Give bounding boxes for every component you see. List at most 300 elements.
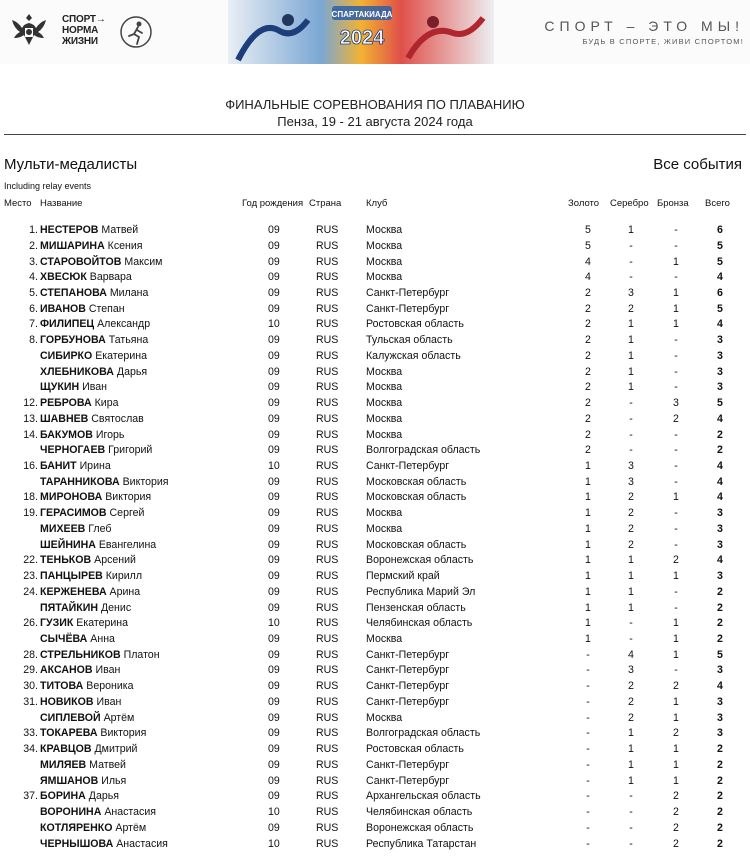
- athlete-name-cell: [40, 413, 144, 425]
- athlete-name-cell: [40, 554, 136, 566]
- athlete-name-cell: [40, 759, 126, 771]
- rank-cell: 8.: [29, 334, 38, 347]
- athlete-first-name: Денис: [100, 601, 132, 614]
- slogan-main: СПОРТ – ЭТО МЫ!: [544, 18, 744, 34]
- athlete-surname: ЩУКИН: [40, 381, 80, 394]
- gold-cell: 1: [585, 475, 591, 488]
- country-cell: RUS: [316, 680, 339, 693]
- athlete-name-cell: [40, 806, 156, 818]
- section-filter: Все события: [653, 156, 742, 173]
- gold-cell: 1: [585, 522, 591, 535]
- silver-cell: 1: [628, 585, 634, 598]
- table-row: [0, 712, 750, 728]
- athlete-first-name: Иван: [96, 695, 122, 708]
- silver-cell: -: [629, 255, 633, 268]
- country-cell: RUS: [316, 286, 339, 299]
- table-row: [0, 256, 750, 272]
- athlete-name-cell: [40, 303, 125, 315]
- athlete-name-cell: [40, 586, 140, 598]
- country-cell: RUS: [316, 664, 339, 677]
- athlete-surname: НОВИКОВ: [40, 695, 94, 708]
- bronze-cell: -: [674, 365, 678, 378]
- athlete-name-cell: [40, 271, 132, 283]
- table-row: [0, 790, 750, 806]
- gold-cell: 1: [585, 633, 591, 645]
- club-cell: Санкт-Петербург: [366, 695, 450, 708]
- athlete-first-name: Виктория: [122, 475, 169, 488]
- club-cell: Москва: [366, 397, 403, 409]
- gold-cell: 2: [585, 349, 591, 362]
- athlete-name-cell: [40, 334, 148, 346]
- bronze-cell: 2: [673, 837, 679, 850]
- rank-cell: 14.: [23, 428, 38, 441]
- athlete-first-name: Кира: [94, 397, 119, 409]
- bronze-cell: 2: [673, 412, 679, 425]
- club-cell: Санкт-Петербург: [366, 680, 450, 693]
- athlete-surname: ХВЕСЮК: [40, 271, 87, 284]
- athlete-first-name: Арина: [109, 585, 141, 598]
- club-cell: Ростовская область: [366, 743, 464, 756]
- birth-year-cell: 09: [268, 570, 280, 583]
- total-cell: 5: [717, 302, 723, 315]
- birth-year-cell: 09: [268, 790, 280, 803]
- column-header-year: Год рождения: [242, 198, 304, 209]
- column-header-bronze: Бронза: [657, 198, 689, 209]
- country-cell: RUS: [316, 334, 339, 347]
- birth-year-cell: 09: [268, 412, 280, 425]
- silver-cell: 1: [628, 570, 634, 583]
- athlete-surname: ЯМШАНОВ: [40, 774, 99, 787]
- birth-year-cell: 09: [268, 585, 280, 598]
- club-cell: Волгоградская область: [366, 444, 481, 457]
- russia-emblem-icon: [8, 10, 50, 50]
- athlete-first-name: Глеб: [88, 522, 112, 535]
- birth-year-cell: 09: [268, 554, 280, 567]
- gold-cell: -: [586, 743, 590, 756]
- bronze-cell: 1: [673, 648, 679, 661]
- athlete-first-name: Ирина: [79, 460, 111, 472]
- country-cell: RUS: [316, 397, 339, 409]
- total-cell: 2: [717, 837, 723, 850]
- birth-year-cell: 09: [268, 428, 280, 441]
- table-row: [0, 696, 750, 712]
- total-cell: 6: [717, 286, 723, 299]
- athlete-name-cell: [40, 397, 119, 409]
- birth-year-cell: 09: [268, 633, 280, 645]
- gold-cell: -: [586, 806, 590, 818]
- silver-cell: 3: [628, 664, 634, 677]
- club-cell: Москва: [366, 224, 403, 236]
- bronze-cell: 2: [673, 727, 679, 740]
- rank-cell: 12.: [23, 397, 38, 409]
- club-cell: Московская область: [366, 491, 467, 504]
- table-row: [0, 240, 750, 256]
- athlete-name-cell: [40, 491, 151, 503]
- table-row: [0, 287, 750, 303]
- country-cell: RUS: [316, 617, 339, 630]
- table-row: [0, 680, 750, 696]
- total-cell: 4: [717, 680, 723, 693]
- total-cell: 4: [717, 412, 723, 425]
- birth-year-cell: 09: [268, 381, 280, 394]
- silver-cell: -: [629, 412, 633, 425]
- athlete-first-name: Иван: [95, 664, 121, 677]
- athlete-name-cell: [40, 256, 162, 268]
- bronze-cell: -: [674, 601, 678, 614]
- athlete-first-name: Виктория: [100, 727, 147, 740]
- athlete-surname: ШЕЙНИНА: [40, 538, 96, 551]
- gold-cell: 1: [585, 538, 591, 551]
- rank-cell: 2.: [29, 239, 38, 252]
- bronze-cell: 1: [673, 617, 679, 630]
- birth-year-cell: 09: [268, 727, 280, 740]
- athlete-surname: ФИЛИПЕЦ: [40, 318, 95, 331]
- birth-year-cell: 09: [268, 648, 280, 661]
- bronze-cell: -: [674, 381, 678, 394]
- country-cell: RUS: [316, 538, 339, 551]
- rank-cell: 37.: [23, 790, 38, 803]
- silver-cell: 4: [628, 648, 634, 661]
- total-cell: 4: [717, 460, 723, 472]
- total-cell: 3: [717, 349, 723, 362]
- total-cell: 4: [717, 491, 723, 504]
- total-cell: 6: [717, 224, 723, 236]
- table-row: [0, 476, 750, 492]
- column-header-silver: Серебро: [610, 198, 649, 209]
- silver-cell: 3: [628, 460, 634, 472]
- athlete-surname: ЧЕРНЫШОВА: [40, 837, 114, 850]
- table-row: [0, 224, 750, 240]
- birth-year-cell: 09: [268, 680, 280, 693]
- table-row: [0, 822, 750, 838]
- gold-cell: 1: [585, 507, 591, 520]
- silver-cell: 1: [628, 774, 634, 787]
- total-cell: 3: [717, 381, 723, 394]
- silver-cell: -: [629, 821, 633, 834]
- total-cell: 3: [717, 522, 723, 535]
- silver-cell: -: [629, 444, 633, 457]
- rank-cell: 5.: [29, 286, 38, 299]
- total-cell: 2: [717, 585, 723, 598]
- athlete-first-name: Татьяна: [108, 334, 149, 347]
- birth-year-cell: 09: [268, 507, 280, 520]
- rank-cell: 31.: [23, 695, 38, 708]
- athlete-first-name: Илья: [101, 774, 127, 787]
- country-cell: RUS: [316, 460, 339, 472]
- athlete-first-name: Вероника: [86, 680, 134, 693]
- club-cell: Тульская область: [366, 334, 453, 347]
- country-cell: RUS: [316, 790, 339, 803]
- bronze-cell: 2: [673, 821, 679, 834]
- birth-year-cell: 09: [268, 821, 280, 834]
- club-cell: Москва: [366, 507, 403, 520]
- gold-cell: -: [586, 695, 590, 708]
- silver-cell: 2: [628, 680, 634, 693]
- country-cell: RUS: [316, 302, 339, 315]
- silver-cell: -: [629, 790, 633, 803]
- club-cell: Архангельская область: [366, 790, 481, 803]
- rank-cell: 19.: [23, 507, 38, 520]
- total-cell: 2: [717, 806, 723, 818]
- country-cell: RUS: [316, 633, 339, 645]
- athlete-surname: АКСАНОВ: [40, 664, 93, 677]
- table-row: [0, 743, 750, 759]
- club-cell: Ростовская область: [366, 318, 464, 331]
- athlete-name-cell: [40, 696, 121, 708]
- total-cell: 3: [717, 695, 723, 708]
- table-row: [0, 586, 750, 602]
- header-banner: [0, 0, 750, 64]
- athlete-name-cell: [40, 664, 120, 676]
- athlete-first-name: Анастасия: [116, 837, 168, 850]
- total-cell: 5: [717, 239, 723, 252]
- athlete-first-name: Степан: [88, 302, 125, 315]
- club-cell: Московская область: [366, 475, 467, 488]
- gold-cell: -: [586, 664, 590, 677]
- competition-title: ФИНАЛЬНЫЕ СОРЕВНОВАНИЯ ПО ПЛАВАНИЮ: [225, 97, 525, 112]
- club-cell: Москва: [366, 522, 403, 535]
- rank-cell: 23.: [23, 570, 38, 583]
- bronze-cell: 2: [673, 790, 679, 803]
- gold-cell: -: [586, 648, 590, 661]
- column-header-gold: Золото: [568, 198, 600, 209]
- country-cell: RUS: [316, 758, 339, 771]
- club-cell: Москва: [366, 711, 403, 724]
- bronze-cell: -: [674, 664, 678, 677]
- club-cell: Республика Марий Эл: [366, 585, 476, 598]
- runner-logo-icon: [118, 14, 154, 50]
- birth-year-cell: 09: [268, 302, 280, 315]
- athlete-surname: НЕСТЕРОВ: [40, 224, 99, 236]
- birth-year-cell: 09: [268, 397, 280, 409]
- athlete-surname: РЕБРОВА: [40, 397, 92, 409]
- club-cell: Санкт-Петербург: [366, 758, 450, 771]
- club-cell: Москва: [366, 365, 403, 378]
- rank-cell: 7.: [29, 318, 38, 331]
- table-row: [0, 444, 750, 460]
- athlete-surname: СТРЕЛЬНИКОВ: [40, 648, 121, 661]
- column-header-place: Место: [4, 198, 32, 209]
- total-cell: 4: [717, 271, 723, 284]
- silver-cell: -: [629, 837, 633, 850]
- athlete-surname: ХЛЕБНИКОВА: [40, 365, 114, 378]
- athlete-first-name: Матвей: [89, 758, 126, 771]
- club-cell: Челябинская область: [366, 617, 473, 630]
- athlete-first-name: Кирилл: [105, 570, 143, 583]
- bronze-cell: 1: [673, 633, 679, 645]
- birth-year-cell: 09: [268, 475, 280, 488]
- athlete-surname: ТОКАРЕВА: [40, 727, 98, 740]
- athlete-name-cell: [40, 570, 142, 582]
- country-cell: RUS: [316, 821, 339, 834]
- athlete-first-name: Максим: [124, 255, 163, 268]
- spartakiada-banner-image: [228, 0, 494, 64]
- club-cell: Московская область: [366, 538, 467, 551]
- birth-year-cell: 10: [268, 806, 280, 818]
- athlete-first-name: Григорий: [108, 444, 153, 457]
- table-row: [0, 460, 750, 476]
- gold-cell: 1: [585, 585, 591, 598]
- athlete-name-cell: [40, 460, 111, 472]
- athlete-name-cell: [40, 822, 146, 834]
- birth-year-cell: 09: [268, 365, 280, 378]
- silver-cell: 1: [628, 601, 634, 614]
- section-title: Мульти-медалисты: [4, 156, 138, 173]
- athlete-first-name: Сергей: [109, 507, 145, 520]
- country-cell: RUS: [316, 271, 339, 284]
- country-cell: RUS: [316, 318, 339, 331]
- total-cell: 3: [717, 507, 723, 520]
- table-row: [0, 271, 750, 287]
- gold-cell: 2: [585, 318, 591, 331]
- athlete-surname: МИХЕЕВ: [40, 522, 86, 535]
- silver-cell: 2: [628, 522, 634, 535]
- athlete-surname: КЕРЖЕНЕВА: [40, 585, 107, 598]
- bronze-cell: 3: [673, 397, 679, 409]
- bronze-cell: 1: [673, 255, 679, 268]
- athlete-name-cell: [40, 350, 147, 362]
- athlete-name-cell: [40, 790, 119, 802]
- silver-cell: -: [629, 397, 633, 409]
- table-row: [0, 381, 750, 397]
- total-cell: 3: [717, 664, 723, 677]
- athlete-surname: БОРИНА: [40, 790, 86, 803]
- club-cell: Москва: [366, 633, 403, 645]
- athlete-first-name: Анна: [90, 633, 115, 645]
- silver-cell: 1: [628, 224, 634, 236]
- total-cell: 2: [717, 743, 723, 756]
- total-cell: 4: [717, 554, 723, 567]
- club-cell: Пермский край: [366, 570, 440, 583]
- athlete-first-name: Евангелина: [98, 538, 157, 551]
- country-cell: RUS: [316, 507, 339, 520]
- total-cell: 2: [717, 774, 723, 787]
- total-cell: 2: [717, 428, 723, 441]
- birth-year-cell: 09: [268, 334, 280, 347]
- total-cell: 5: [717, 648, 723, 661]
- bronze-cell: 2: [673, 806, 679, 818]
- silver-cell: -: [629, 617, 633, 630]
- birth-year-cell: 10: [268, 318, 280, 331]
- club-cell: Пензенская область: [366, 601, 466, 614]
- athlete-name-cell: [40, 743, 137, 755]
- total-cell: 2: [717, 601, 723, 614]
- table-row: [0, 806, 750, 822]
- bronze-cell: 1: [673, 711, 679, 724]
- gold-cell: 1: [585, 554, 591, 567]
- rank-cell: 33.: [23, 727, 38, 740]
- club-cell: Санкт-Петербург: [366, 302, 450, 315]
- table-row: [0, 570, 750, 586]
- athlete-surname: ИВАНОВ: [40, 302, 86, 315]
- athlete-first-name: Платон: [123, 648, 160, 661]
- athlete-name-cell: [40, 444, 152, 456]
- birth-year-cell: 09: [268, 743, 280, 756]
- gold-cell: 2: [585, 286, 591, 299]
- country-cell: RUS: [316, 585, 339, 598]
- country-cell: RUS: [316, 711, 339, 724]
- athlete-first-name: Матвей: [101, 224, 139, 236]
- bronze-cell: -: [674, 507, 678, 520]
- athlete-name-cell: [40, 727, 146, 739]
- svg-text:СПАРТАКИАДА: СПАРТАКИАДА: [331, 10, 393, 19]
- bronze-cell: 2: [673, 680, 679, 693]
- total-cell: 2: [717, 633, 723, 645]
- total-cell: 4: [717, 318, 723, 331]
- silver-cell: 1: [628, 554, 634, 567]
- gold-cell: -: [586, 837, 590, 850]
- birth-year-cell: 09: [268, 255, 280, 268]
- gold-cell: 2: [585, 334, 591, 347]
- table-row: [0, 759, 750, 775]
- athlete-surname: ТАРАННИКОВА: [40, 475, 120, 488]
- club-cell: Санкт-Петербург: [366, 648, 450, 661]
- country-cell: RUS: [316, 444, 339, 457]
- relay-note: Including relay events: [4, 181, 92, 191]
- country-cell: RUS: [316, 491, 339, 504]
- country-cell: RUS: [316, 727, 339, 740]
- athlete-name-cell: [40, 476, 169, 488]
- table-row: [0, 507, 750, 523]
- athlete-surname: ТИТОВА: [40, 680, 84, 693]
- slogan: [544, 18, 744, 46]
- country-cell: RUS: [316, 570, 339, 583]
- birth-year-cell: 09: [268, 664, 280, 677]
- athlete-surname: МИЛЯЕВ: [40, 758, 87, 771]
- bronze-cell: -: [674, 585, 678, 598]
- gold-cell: -: [586, 711, 590, 724]
- athlete-surname: ГОРБУНОВА: [40, 334, 106, 347]
- table-row: [0, 617, 750, 633]
- athlete-name-cell: [40, 366, 147, 378]
- rank-cell: 18.: [23, 491, 38, 504]
- club-cell: Москва: [366, 271, 403, 284]
- total-cell: 5: [717, 255, 723, 268]
- athlete-surname: МИШАРИНА: [40, 239, 105, 252]
- athlete-name-cell: [40, 287, 148, 299]
- birth-year-cell: 09: [268, 711, 280, 724]
- gold-cell: -: [586, 727, 590, 740]
- silver-cell: 1: [628, 743, 634, 756]
- birth-year-cell: 09: [268, 522, 280, 535]
- country-cell: RUS: [316, 648, 339, 661]
- club-cell: Санкт-Петербург: [366, 460, 450, 472]
- country-cell: RUS: [316, 255, 339, 268]
- country-cell: RUS: [316, 239, 339, 252]
- table-row: [0, 429, 750, 445]
- club-cell: Калужская область: [366, 349, 461, 362]
- column-header-total: Всего: [705, 198, 730, 209]
- birth-year-cell: 09: [268, 695, 280, 708]
- silver-cell: 2: [628, 711, 634, 724]
- birth-year-cell: 09: [268, 491, 280, 504]
- svg-text:2024: 2024: [339, 27, 385, 49]
- silver-cell: 1: [628, 727, 634, 740]
- birth-year-cell: 10: [268, 837, 280, 850]
- silver-cell: 1: [628, 365, 634, 378]
- country-cell: RUS: [316, 695, 339, 708]
- athlete-first-name: Дмитрий: [94, 743, 138, 756]
- gold-cell: 1: [585, 570, 591, 583]
- athlete-name-cell: [40, 224, 138, 236]
- bronze-cell: 1: [673, 758, 679, 771]
- bronze-cell: -: [674, 522, 678, 535]
- silver-cell: 2: [628, 302, 634, 315]
- birth-year-cell: 09: [268, 758, 280, 771]
- athlete-surname: ПЯТАЙКИН: [40, 601, 99, 614]
- gold-cell: 1: [585, 617, 591, 630]
- sport-norma-logo: СПОРТ→ НОРМА ЖИЗНИ: [62, 14, 106, 47]
